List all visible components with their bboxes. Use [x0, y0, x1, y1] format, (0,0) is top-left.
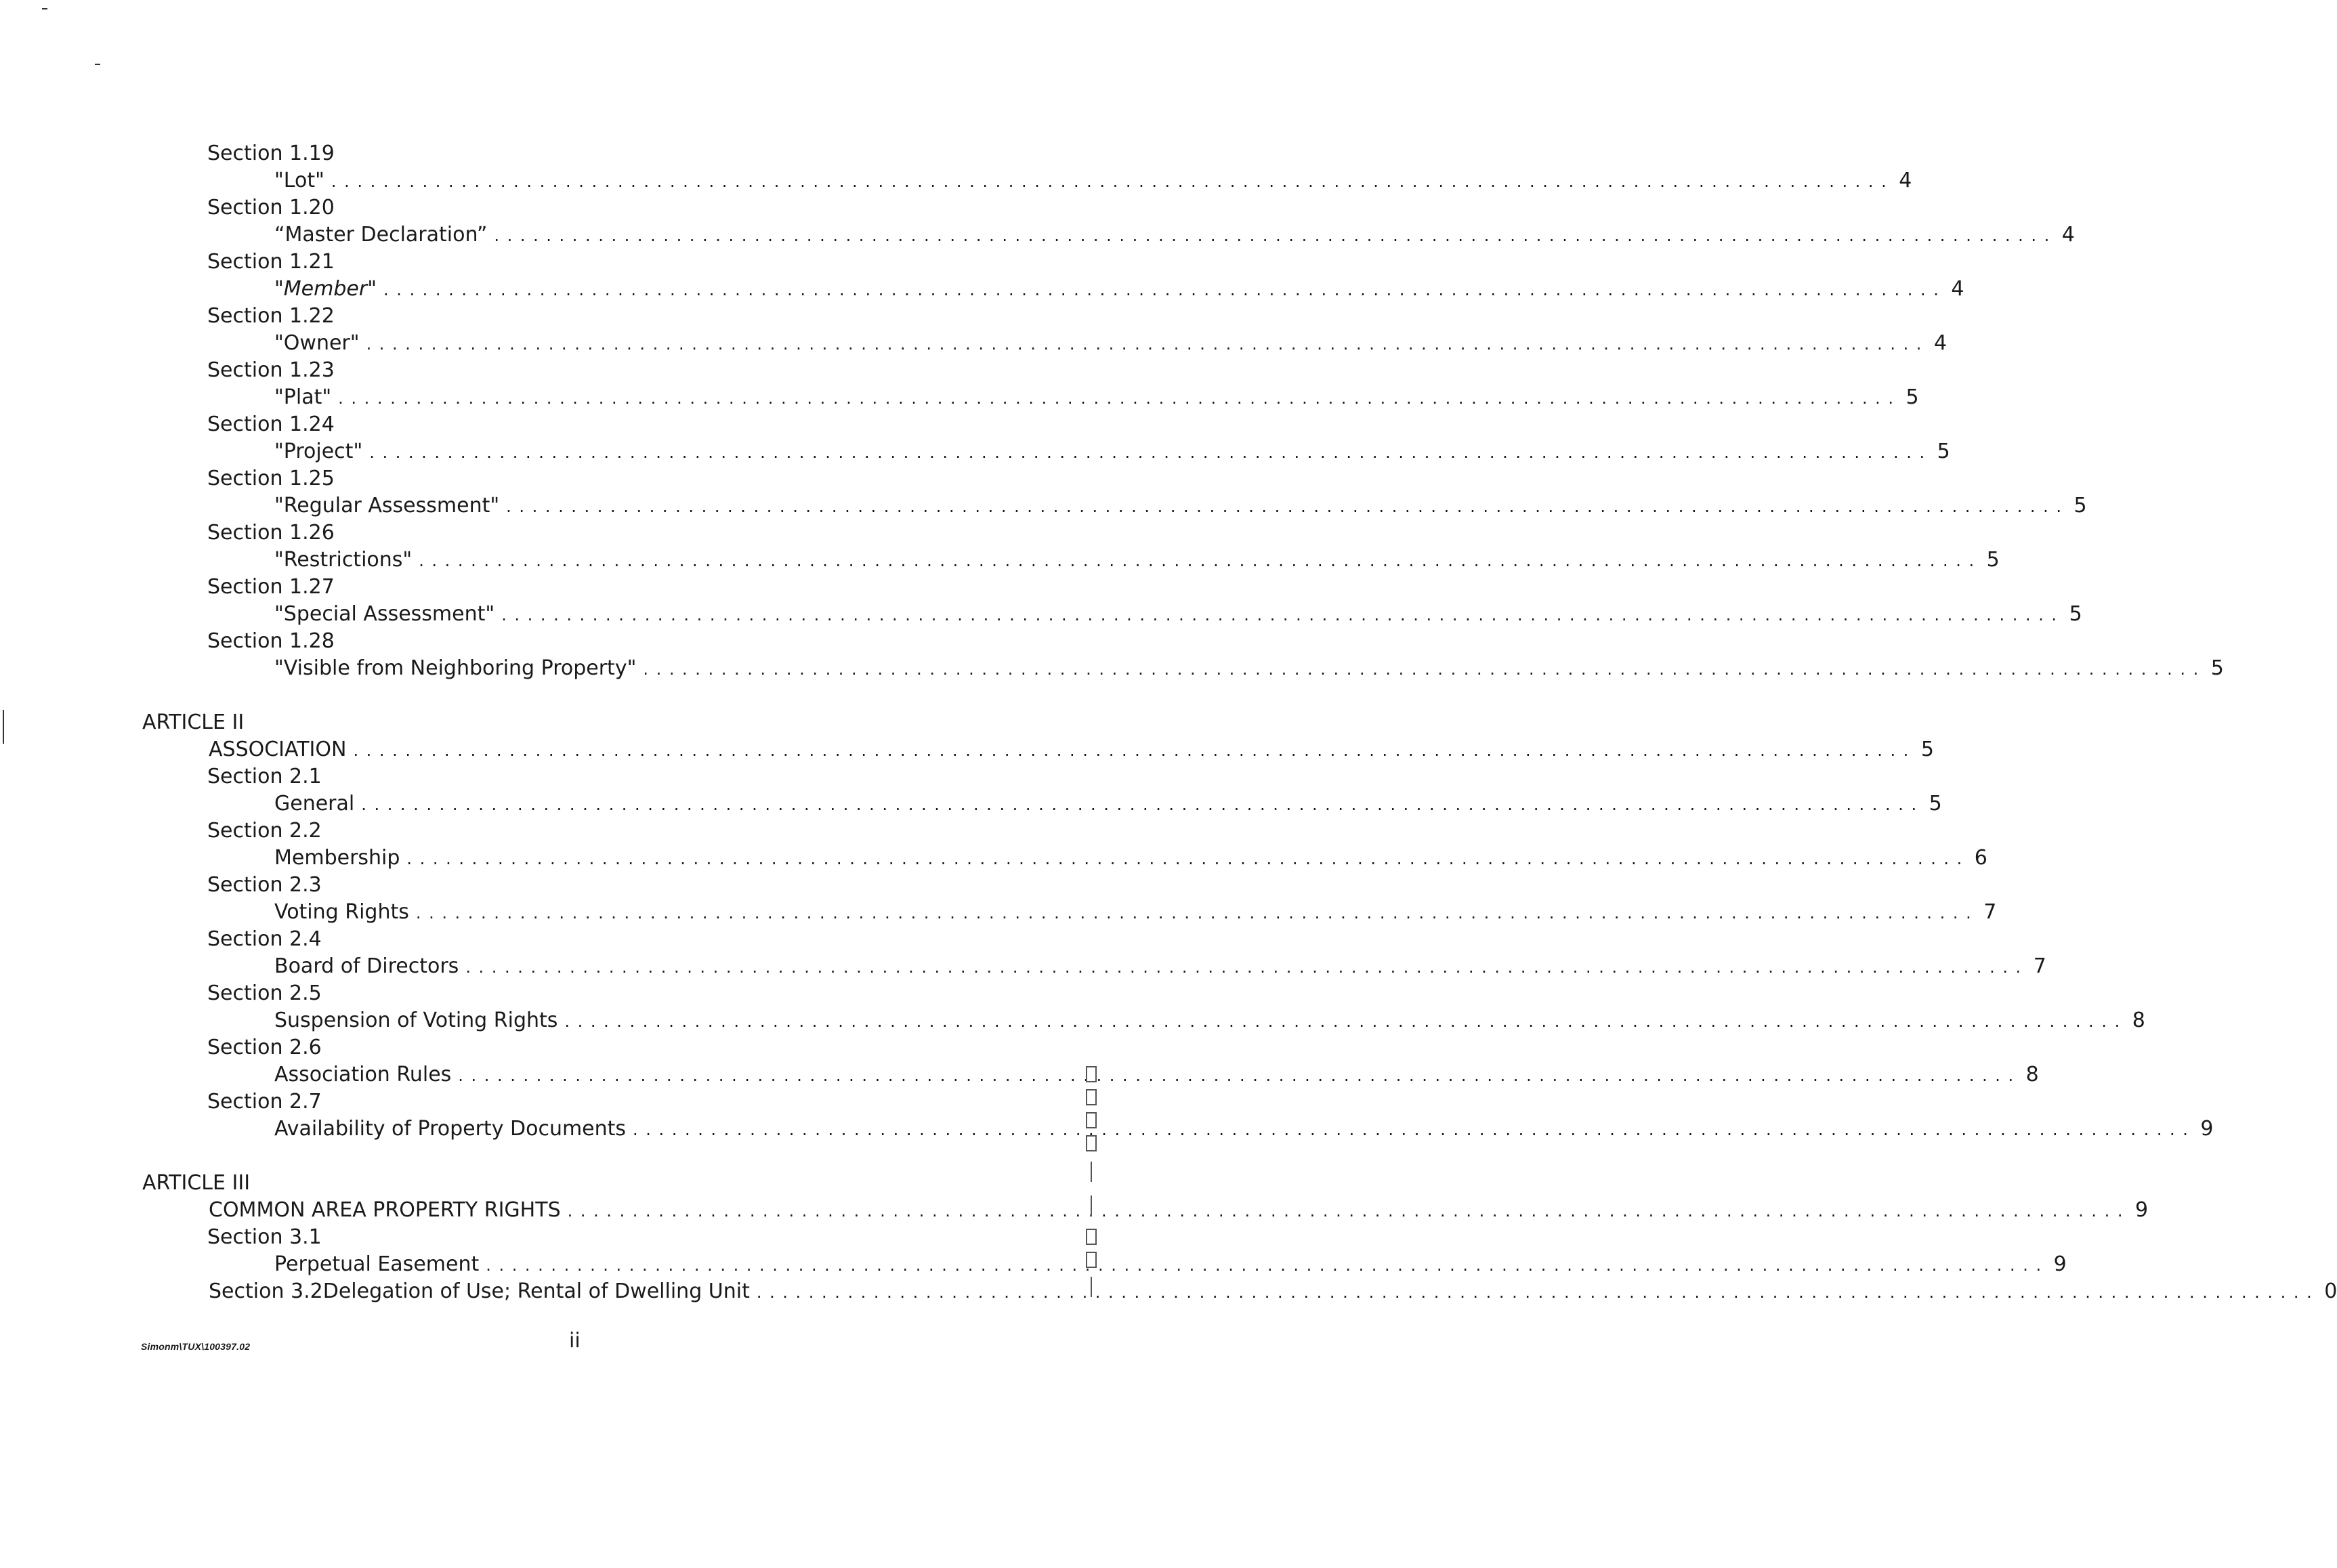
section-label: Section 2.1: [207, 765, 322, 788]
dot-leader: ........................................................................................................................: [501, 606, 2065, 624]
toc-entry: [0, 329, 1948, 358]
entry-title: "Lot": [274, 169, 324, 192]
footer-page-number: ii: [569, 1329, 581, 1353]
dot-leader: ........................................................................................................................: [633, 1120, 2196, 1139]
toc-entry: [0, 438, 1950, 466]
section-label: Section 2.7: [207, 1090, 322, 1114]
dot-leader: ........................................................................................................................: [486, 1256, 2049, 1275]
section-label: Section 1.27: [207, 575, 335, 599]
page-number: 9: [2053, 1252, 2067, 1276]
toc-entry: [0, 654, 2224, 683]
dot-leader: ........................................................................................................................: [643, 660, 2206, 679]
entry-title: General: [274, 792, 355, 815]
dot-leader: ........................................................................................................................: [331, 172, 1895, 191]
page-number: 4: [1951, 277, 1964, 301]
article-title-entry: [0, 1196, 2149, 1225]
section-label: Section 1.22: [207, 304, 335, 328]
entry-title: "Regular Assessment": [274, 494, 500, 517]
dot-leader: ........................................................................................................................: [465, 958, 2029, 977]
dot-leader: ........................................................................................................................: [494, 226, 2057, 245]
toc-entry: [0, 275, 1964, 303]
toc-entry: [0, 898, 1997, 927]
toc-entry-inline: [0, 1277, 2337, 1306]
dot-leader: ........................................................................................................................: [415, 904, 1979, 923]
entry-title: Suspension of Voting Rights: [274, 1009, 558, 1032]
page-number: 5: [2073, 494, 2087, 517]
dot-leader: ........................................................................................................................: [353, 741, 1916, 760]
dot-leader: ........................................................................................................................: [419, 551, 1982, 570]
toc-entry: [0, 600, 2082, 629]
file-reference: Simonm\TUX\100397.02: [141, 1341, 251, 1352]
entry-title: "Visible from Neighboring Property": [274, 656, 637, 680]
dot-leader: ........................................................................................................................: [506, 497, 2069, 516]
scan-stamp-mark: [1084, 1060, 1100, 1568]
dot-leader: ........................................................................................................................: [564, 1012, 2128, 1031]
page-number: 6: [1974, 846, 1987, 870]
scan-artifact: [42, 8, 47, 9]
dot-leader: ........................................................................................................................: [406, 849, 1970, 868]
entry-title: Board of Directors: [274, 954, 459, 978]
toc-entry: [0, 844, 1987, 872]
entry-title: "Special Assessment": [274, 602, 495, 626]
dot-leader: ........................................................................................................................: [756, 1283, 2320, 1302]
page-number: 8: [2025, 1063, 2039, 1086]
section-label: Section 2.3: [207, 873, 322, 897]
entry-title: "Owner": [274, 331, 360, 355]
page-number: 4: [1933, 331, 1948, 355]
dot-leader: ........................................................................................................................: [361, 795, 1924, 814]
toc-entry: [0, 492, 2087, 520]
section-label: Section 1.26: [207, 521, 335, 545]
entry-title: Association Rules: [274, 1063, 452, 1086]
entry-title: “Master Declaration”: [274, 223, 488, 247]
entry-title: Voting Rights: [274, 900, 409, 924]
section-label: Section 2.5: [207, 981, 322, 1005]
scan-artifact: [95, 64, 100, 65]
section-label: Section 1.21: [207, 250, 335, 274]
page-number: 5: [1920, 738, 1934, 761]
section-label: Section 2.6: [207, 1036, 322, 1059]
section-label: Section 1.19: [207, 142, 335, 165]
article-title: ASSOCIATION: [209, 738, 347, 761]
page-number: 5: [1906, 385, 1919, 409]
section-label: Section 3.1: [207, 1225, 322, 1249]
page-number: 4: [2061, 223, 2075, 247]
toc-entry: [0, 1007, 2145, 1035]
section-label: Section 1.23: [207, 358, 335, 382]
entry-title: "Restrictions": [274, 548, 413, 572]
entry-title: Availability of Property Documents: [274, 1117, 627, 1141]
dot-leader: ........................................................................................................................: [369, 443, 1933, 462]
page-number: 8: [2132, 1009, 2145, 1032]
dot-leader: ........................................................................................................................: [366, 335, 1930, 354]
page-number: 7: [1983, 900, 1997, 924]
entry-title: Perpetual Easement: [274, 1252, 480, 1276]
scan-artifact: [3, 710, 4, 744]
section-label: Section 2.2: [207, 819, 322, 843]
article-title-entry: [0, 736, 1934, 764]
page-number: 5: [2210, 656, 2224, 680]
section-label: Section 2.4: [207, 927, 322, 951]
toc-entry: [0, 167, 1912, 195]
toc-entry: [0, 383, 1919, 412]
entry-title: "Plat": [274, 385, 332, 409]
page-number: 9: [2200, 1117, 2214, 1141]
toc-entry: [0, 221, 2075, 249]
page-number: 7: [2033, 954, 2046, 978]
page-number: 0: [2324, 1279, 2337, 1303]
dot-leader: ........................................................................................................................: [338, 389, 1901, 408]
entry-title: Membership: [274, 846, 400, 870]
article-title: COMMON AREA PROPERTY RIGHTS: [209, 1198, 561, 1222]
section-label: Section 1.25: [207, 467, 335, 490]
page-number: 4: [1899, 169, 1912, 192]
toc-entry: [0, 546, 2000, 574]
dot-leader: ........................................................................................................................: [458, 1066, 2021, 1085]
section-label: Section 1.24: [207, 412, 335, 436]
section-label: Section 1.20: [207, 196, 335, 219]
entry-title: Delegation of Use; Rental of Dwelling Unit: [322, 1279, 750, 1303]
toc-entry: [0, 790, 1942, 818]
page-number: 5: [1986, 548, 2000, 572]
toc-entry: [0, 952, 2046, 981]
page-number: 5: [1929, 792, 1942, 815]
article-heading: ARTICLE III: [142, 1171, 251, 1195]
page-number: 5: [2069, 602, 2082, 626]
entry-title: "Project": [274, 440, 363, 463]
dot-leader: ........................................................................................................................: [383, 280, 1947, 299]
dot-leader: ........................................................................................................................: [567, 1202, 2131, 1221]
article-heading: ARTICLE II: [142, 711, 245, 734]
page-number: 5: [1937, 440, 1950, 463]
section-label: Section 1.28: [207, 629, 335, 653]
page-number: 9: [2134, 1198, 2149, 1222]
section-label: Section 3.2: [209, 1279, 323, 1303]
entry-title: "Member": [274, 277, 377, 301]
